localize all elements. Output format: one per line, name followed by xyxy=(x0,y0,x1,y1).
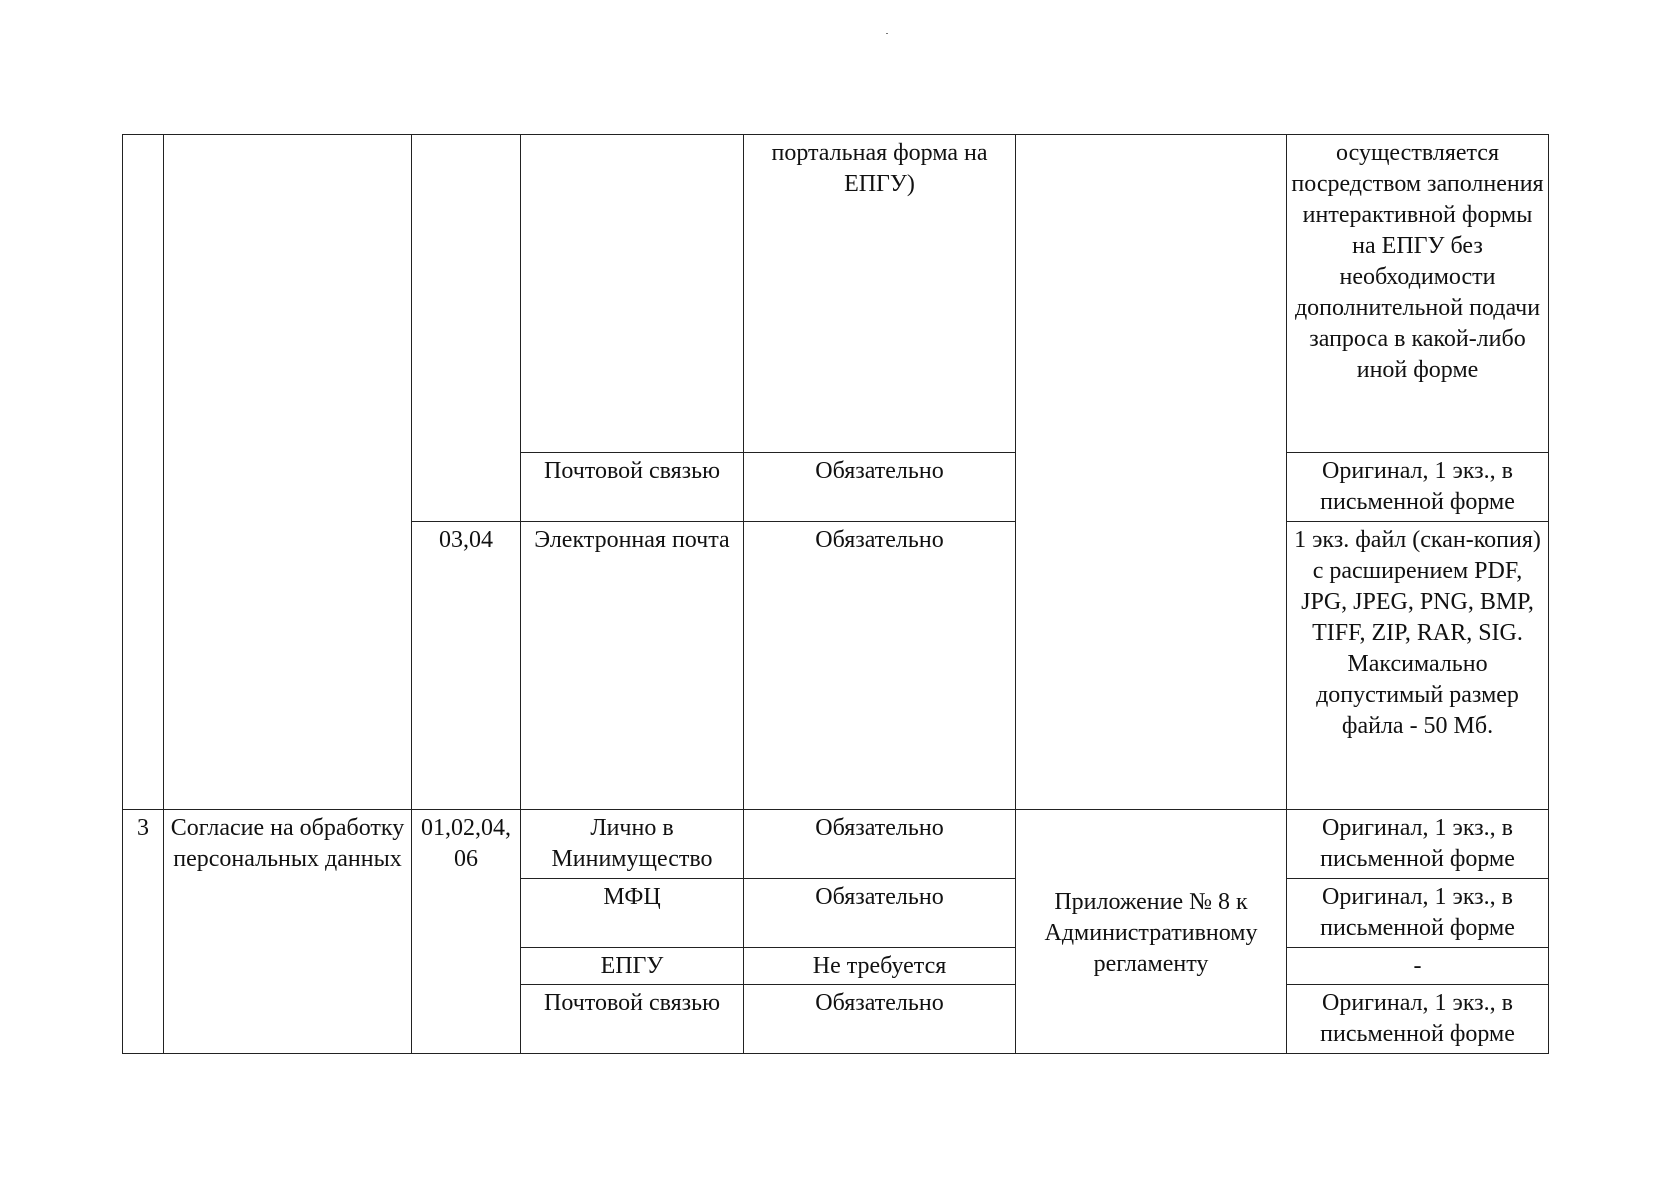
note-cell: Оригинал, 1 экз., в письменной форме xyxy=(1287,453,1549,522)
required-cell: Обязательно xyxy=(744,985,1016,1054)
method-cell: Лично в Минимущество xyxy=(521,810,744,879)
method-cell: ЕПГУ xyxy=(521,948,744,985)
required-cell: Обязательно xyxy=(744,522,1016,810)
required-cell: Обязательно xyxy=(744,810,1016,879)
method-cell: Электронная почта xyxy=(521,522,744,810)
method-cell: МФЦ xyxy=(521,879,744,948)
note-cell: 1 экз. файл (скан-копия) с расширением PDF, JPG, JPEG, PNG, BMP, TIFF, ZIP, RAR, SIG. Максимально допустимый размер файла - 50 Мб. xyxy=(1287,522,1549,810)
note-cell: осуществляется посредством заполнения интерактивной формы на ЕПГУ без необходимости дополнительной подачи запроса в какой-либо иной форме xyxy=(1287,135,1549,453)
item-number-cell: 3 xyxy=(123,810,164,1054)
codes-cell: 03,04 xyxy=(412,522,521,810)
method-cell-continued xyxy=(521,135,744,453)
method-cell: Почтовой связью xyxy=(521,453,744,522)
table-row xyxy=(123,810,1549,879)
document-cell: Согласие на обработку персональных данных xyxy=(164,810,412,1054)
template-cell-continued xyxy=(1016,135,1287,810)
method-cell: Почтовой связью xyxy=(521,985,744,1054)
note-cell: Оригинал, 1 экз., в письменной форме xyxy=(1287,810,1549,879)
required-cell: Обязательно xyxy=(744,879,1016,948)
table-row xyxy=(123,135,1549,453)
template-cell xyxy=(1016,810,1287,1054)
num-cell-continued xyxy=(123,135,164,810)
note-cell: Оригинал, 1 экз., в письменной форме xyxy=(1287,985,1549,1054)
note-cell: Оригинал, 1 экз., в письменной форме xyxy=(1287,879,1549,948)
scan-speck xyxy=(886,33,888,34)
document-cell-continued xyxy=(164,135,412,810)
required-cell: Не требуется xyxy=(744,948,1016,985)
codes-cell: 01,02,04, 06 xyxy=(412,810,521,1054)
codes-cell-continued xyxy=(412,135,521,522)
required-cell: Обязательно xyxy=(744,453,1016,522)
template-text: Приложение № 8 к Административному регламенту xyxy=(1044,888,1258,977)
form-cell: портальная форма на ЕПГУ) xyxy=(744,135,1016,453)
note-cell: - xyxy=(1287,948,1549,985)
requirements-table xyxy=(122,134,1549,1054)
